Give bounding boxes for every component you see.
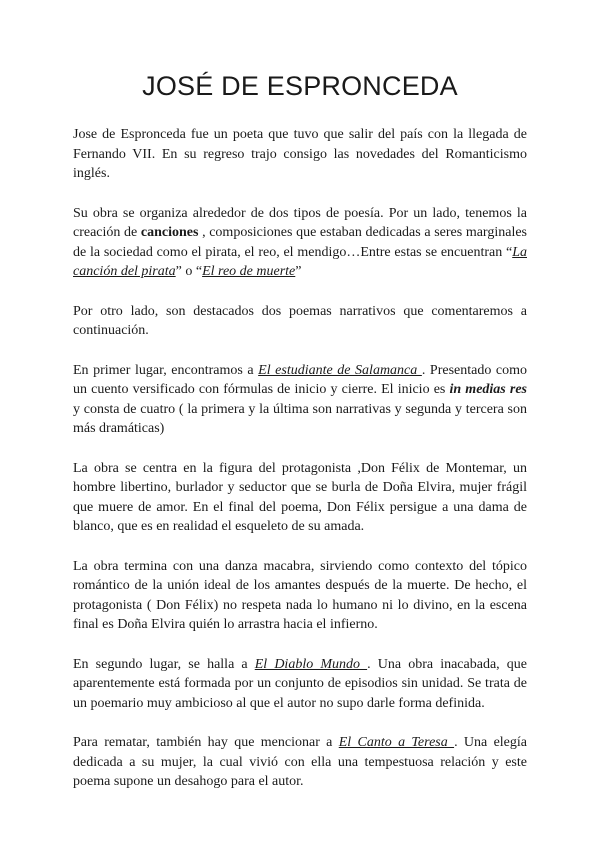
bold-italic-term-in-medias-res: in medias res — [449, 382, 527, 397]
paragraph-text: ” — [295, 264, 302, 279]
work-title-estudiante-de-salamanca: El estudiante de Salamanca — [258, 362, 422, 378]
paragraph-text: La obra se centra en la figura del protagonista ,Don Félix de Montemar, un hombre libertino, burlador y seductor que se burla de Doña Elvira, mujer frágil que muere de amor. En el final del poema, Don Félix persigue a una dama de blanco, que es en realidad el esqueleto de su amada. — [73, 460, 527, 534]
paragraph-text: . Presentado como un cuento versificado con fórmulas de inicio y cierre. El inicio es — [73, 362, 528, 397]
paragraph-narrative-poems — [73, 302, 527, 341]
paragraph-text: La obra termina con una danza macabra, sirviendo como contexto del tópico romántico de la unión ideal de los amantes después de la muerte. De hecho, el protagonista ( Don Félix) no respeta nada lo humano ni lo divino, en la escena final es Doña Elvira quién lo arrastra hacia el infierno. — [73, 558, 527, 632]
paragraph-estudiante — [73, 361, 527, 439]
paragraph-text: Para rematar, también hay que mencionar a — [73, 735, 339, 750]
work-title-canto-a-teresa: El Canto a Teresa — [338, 735, 455, 750]
paragraph-text: Su obra se organiza alrededor de dos tipos de poesía. Por un lado, tenemos la creación de — [73, 205, 527, 240]
paragraph-text: Jose de Espronceda fue un poeta que tuvo que salir del país con la llegada de Fernando VII. En su regreso trajo consigo las novedades del Romanticismo inglés. — [73, 127, 527, 181]
paragraph-poetry-types — [73, 204, 527, 282]
document-body — [73, 125, 527, 792]
work-title-diablo-mundo: El Diablo Mundo — [254, 656, 368, 672]
paragraph-text: y consta de cuatro ( la primera y la última son narrativas y segunda y tercera son más dramáticas) — [73, 401, 527, 436]
bold-term-canciones: canciones — [140, 225, 199, 240]
work-title-reo-de-muerte: El reo de muerte — [202, 264, 296, 279]
paragraph-canto-a-teresa — [73, 733, 527, 792]
paragraph-text: En segundo lugar, se halla a — [73, 656, 255, 672]
work-title-cancion-del-pirata: La canción del pirata — [73, 244, 527, 279]
page-title: JOSÉ DE ESPRONCEDA — [142, 71, 458, 101]
paragraph-text: . Una obra inacabada, que aparentemente está formada por un conjunto de episodios sin unidad. Se trata de un poemario muy ambicioso al que el autor no supo darle forma definida. — [73, 656, 527, 711]
paragraph-text: Por otro lado, son destacados dos poemas narrativos que comentaremos a continuación. — [73, 303, 527, 338]
paragraph-intro — [73, 125, 527, 184]
paragraph-text: . Una elegía dedicada a su mujer, la cual vivió con ella una tempestuosa relación y este poema supone un desahogo para el autor. — [73, 735, 527, 789]
paragraph-text: En primer lugar, encontramos a — [73, 362, 259, 378]
paragraph-text: ” o “ — [175, 264, 203, 279]
paragraph-protagonist — [73, 459, 527, 537]
paragraph-text: , composiciones que estaban dedicadas a seres marginales de la sociedad como el pirata, el reo, el mendigo…Entre estas se encuentran “ — [73, 225, 527, 260]
paragraph-diablo-mundo — [73, 655, 527, 714]
paragraph-ending — [73, 557, 527, 635]
